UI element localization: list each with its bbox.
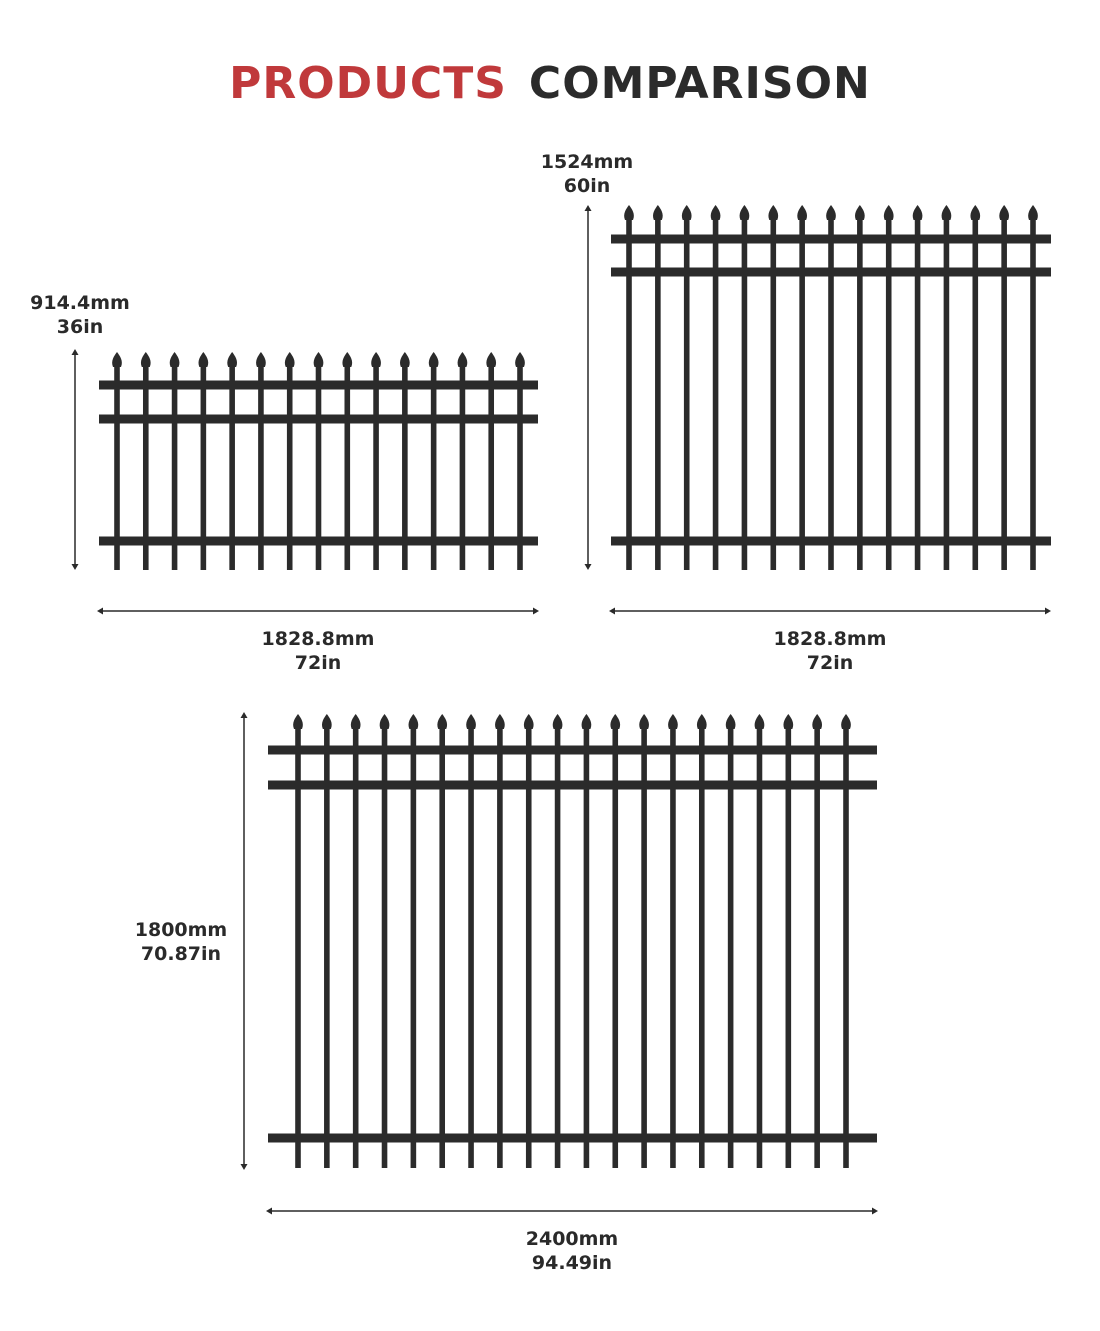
spear-finial xyxy=(553,714,563,729)
spear-finial xyxy=(740,205,750,220)
spear-finial xyxy=(653,205,663,220)
spear-finial xyxy=(610,714,620,729)
spear-finial xyxy=(711,205,721,220)
arrowhead-icon xyxy=(72,349,79,355)
spear-finial xyxy=(668,714,678,729)
picket xyxy=(411,728,417,1168)
arrowhead-icon xyxy=(72,564,79,570)
picket xyxy=(439,728,445,1168)
arrowhead-icon xyxy=(585,564,592,570)
spear-finial xyxy=(486,352,496,367)
height-label-in-medium: 60in xyxy=(563,175,611,197)
spear-finial xyxy=(697,714,707,729)
picket xyxy=(843,728,849,1168)
picket xyxy=(295,728,301,1168)
spear-finial xyxy=(342,352,352,367)
arrowhead-icon xyxy=(241,1164,248,1170)
spear-finial xyxy=(285,352,295,367)
rail xyxy=(268,1134,877,1143)
spear-finial xyxy=(624,205,634,220)
picket xyxy=(814,728,820,1168)
rail xyxy=(611,268,1051,277)
spear-finial xyxy=(768,205,778,220)
spear-finial xyxy=(826,205,836,220)
arrowhead-icon xyxy=(241,712,248,718)
spear-finial xyxy=(797,205,807,220)
spear-finial xyxy=(755,714,765,729)
arrowhead-icon xyxy=(872,1208,878,1215)
spear-finial xyxy=(726,714,736,729)
spear-finial xyxy=(351,714,361,729)
spear-finial xyxy=(437,714,447,729)
arrowhead-icon xyxy=(1045,608,1051,615)
picket xyxy=(699,728,705,1168)
arrowhead-icon xyxy=(585,205,592,211)
rail xyxy=(99,537,538,546)
spear-finial xyxy=(1028,205,1038,220)
rail xyxy=(99,415,538,424)
spear-finial xyxy=(495,714,505,729)
spear-finial xyxy=(227,352,237,367)
spear-finial xyxy=(199,352,209,367)
fence-small xyxy=(72,349,540,615)
picket xyxy=(324,728,330,1168)
spear-finial xyxy=(841,714,851,729)
arrowhead-icon xyxy=(533,608,539,615)
spear-finial xyxy=(256,352,266,367)
arrowhead-icon xyxy=(266,1208,272,1215)
spear-finial xyxy=(639,714,649,729)
picket xyxy=(641,728,647,1168)
spear-finial xyxy=(999,205,1009,220)
spear-finial xyxy=(400,352,410,367)
width-label-in-large: 94.49in xyxy=(531,1252,613,1274)
spear-finial xyxy=(942,205,952,220)
rail xyxy=(99,381,538,390)
spear-finial xyxy=(371,352,381,367)
picket xyxy=(382,728,388,1168)
spear-finial xyxy=(322,714,332,729)
fence-diagrams xyxy=(72,205,1052,1215)
spear-finial xyxy=(783,714,793,729)
fence-large xyxy=(241,712,879,1215)
spear-finial xyxy=(170,352,180,367)
rail xyxy=(268,746,877,755)
spear-finial xyxy=(582,714,592,729)
spear-finial xyxy=(293,714,303,729)
spear-finial xyxy=(524,714,534,729)
spear-finial xyxy=(855,205,865,220)
spear-finial xyxy=(380,714,390,729)
height-label-mm-small: 914.4mm xyxy=(30,292,130,314)
width-label-in-small: 72in xyxy=(294,652,342,674)
rail xyxy=(611,537,1051,546)
picket xyxy=(584,728,590,1168)
width-label-mm-large: 2400mm xyxy=(525,1228,619,1250)
width-label-mm-small: 1828.8mm xyxy=(261,628,375,650)
spear-finial xyxy=(314,352,324,367)
rail xyxy=(268,781,877,790)
spear-finial xyxy=(812,714,822,729)
spear-finial xyxy=(429,352,439,367)
spear-finial xyxy=(141,352,151,367)
picket xyxy=(555,728,561,1168)
fence-medium xyxy=(585,205,1052,615)
spear-finial xyxy=(913,205,923,220)
arrowhead-icon xyxy=(97,608,103,615)
picket xyxy=(468,728,474,1168)
height-label-mm-medium: 1524mm xyxy=(540,151,634,173)
height-label-mm-large: 1800mm xyxy=(134,919,228,941)
spear-finial xyxy=(112,352,122,367)
title-products: PRODUCTS xyxy=(229,58,507,109)
picket xyxy=(497,728,503,1168)
width-label-in-medium: 72in xyxy=(806,652,854,674)
spear-finial xyxy=(884,205,894,220)
picket xyxy=(353,728,359,1168)
spear-finial xyxy=(682,205,692,220)
spear-finial xyxy=(409,714,419,729)
width-label-mm-medium: 1828.8mm xyxy=(773,628,887,650)
picket xyxy=(786,728,792,1168)
spear-finial xyxy=(970,205,980,220)
picket xyxy=(526,728,532,1168)
rail xyxy=(611,235,1051,244)
picket xyxy=(612,728,618,1168)
spear-finial xyxy=(466,714,476,729)
height-label-in-small: 36in xyxy=(56,316,104,338)
picket xyxy=(728,728,734,1168)
spear-finial xyxy=(458,352,468,367)
arrowhead-icon xyxy=(609,608,615,615)
height-label-in-large: 70.87in xyxy=(140,943,222,965)
picket xyxy=(757,728,763,1168)
title-comparison: COMPARISON xyxy=(528,58,871,109)
picket xyxy=(670,728,676,1168)
spear-finial xyxy=(515,352,525,367)
